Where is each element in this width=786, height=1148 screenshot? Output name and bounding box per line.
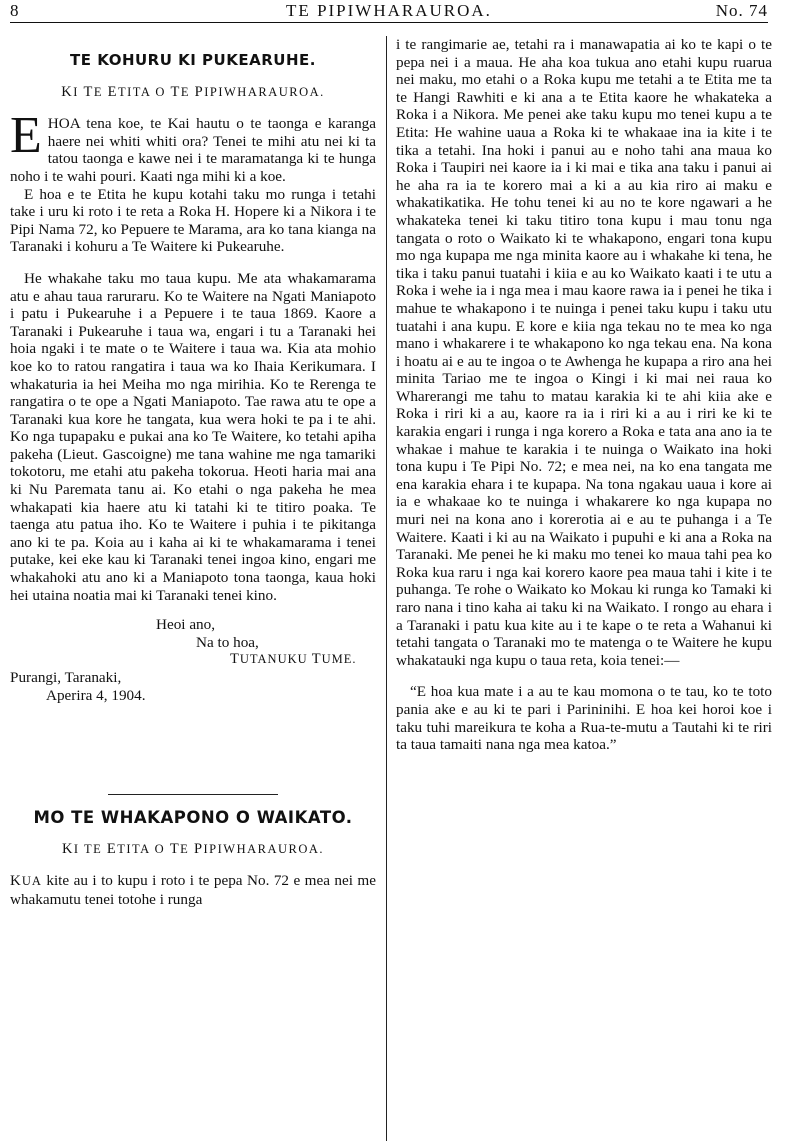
article1-signature [10,616,376,704]
article2-paragraph-1-start: KUA kite au i to kupu i roto i te pepa No. 72 e mea nei me whakamutu tenei totohe i runga [10,872,376,908]
article2-quote: “E hoa kua mate i a au te kau momona o te tau, ko te toto pania ake e au ki te pari i Parininihi. E hoa kei horoi koe i taku tuhi mareikura te koha a Rua-te-mutu a Tautahi ki te riri ta taua tamaiti nana nga mea katoa.” [396,683,772,754]
right-column [396,36,772,754]
author-name: TUTANUKU TUME. [230,651,357,668]
page-number: 8 [10,1,20,20]
place-line: Purangi, Taranaki, [10,669,122,686]
article2-subhead: KI TE ETITA O TE PIPIWHARAUROA. [61,840,325,857]
drop-cap: E [10,107,42,165]
page-header [10,0,768,23]
article2-headline: MO TE WHAKAPONO O WAIKATO. [33,808,353,828]
closing-line: Heoi ano, [156,616,216,634]
column-divider [386,36,387,1141]
article2-paragraph-1-continued: i te rangimarie ae, tetahi ra i manawapatia ai ko te kapi o te pepa nei i a maua. He aha koa tukua ano etahi kupu ruarua nei maku, mo etahi o a Roka kupu me tetahi a te Etita me ta te Hangi Rawhiti e ki ana a te Etita kaore he whakateka a Roka i a Nikora. Me penei ake taku kupu mo tenei kupu a te Etita: He wahine uaua a Roka ki te whakaae ina ia kite i te tika a tetahi. Ina hoki i panui au e noho tahi ana maua ko Roka i Taupiri nei kaore ia i ki mai e tika ana taku i panui ai he aha ra ia te korero mai a ki a au kia riro ai maku e whakatikatika. He tohu tenei ki au no te kore ngawari a he whakateka tenei ki taku titiro tona kupu i mau tonu nga tangata o roto o Waikato ki te whakapono, engari tona kupu mo nga kupapa me nga minita kaore au i whakahe ki tena, he tika i taku panui tuatahi i kiia e au ko Waikato kaati i te utu a Roka i wehe ia i nga mea i mau kaore rawa ia i penei he tika i mahue te whakapono i te nuinga i penei taku kupu i taku utu tuatahi i ana kupu. E kore e kiia nga tekau no te mea ko nga mano i whakarere i te whakapono ko nga tekau ena. Na kona i hoatu ai e au te ingoa o te Awhenga he kupapa a riro ana hei minita Tariao me te ingoa o Kingi i ki mai nei raua ko Wharerangi me tahu to matau karakia ki te ahi kiia ake e Roka i riri ki a au, kaore ra ia i riri ki a au i riri ke ki te karakia engari i runga i nga korero a Roka e tata ana ano ia te whakae i mahue te karakia i te nuinga o Waikato ina hoki tona kupu i Te Pipi No. 72; e mea nei, na ko ena tangata me ena karakia ehara i te kupapa. Na tona ngakau uaua i kore ai ia e whakaae ko te nuinga i whakarere ko nga kupapa no muri nei na kona ano i korerotia ai e au te puhanga i a Te Waitere. Kaati i ki au na Waikato i pupuhi e ki ana a Roka na Taranaki. Me penei he ki maku mo tenei ko maua tahi pea ko Roka kua raru i nga kai korero kaore pea maua tahi i kite i te puhanga. Te rohe o Waikato ko Mokau ki runga ko Tamaki ki raro nana i tino kaha ai taku ki na Waikato. I rongo au ehara i a Taranaki i patu kua kite au i te kape o te reta a Wahanui ki tetahi tangata o Taranaki mo te matenga o te Waitere he kupu whakatauki nga kupu o taua reta, koia tenei:— [396,36,772,669]
left-column [10,36,376,909]
newspaper-title: TE PIPIWHARAUROA. [286,1,492,20]
article1-paragraph-1: EHOA tena koe, te Kai hautu o te taonga e karanga haere nei whiti whiti ora? Tenei te mihi atu nei ki ta tatou taonga e kawe nei i te maramatanga ki te hunga noho i te wahi pouri. Kaati nga mihi ki a koe. [10,107,376,185]
closing-line-2: Na to hoa, [196,633,259,651]
article1-headline: TE KOHURU KI PUKEARUHE. [70,51,316,69]
article1-paragraph-3: He whakahe taku mo taua kupu. Me ata whakamarama atu e ahau taua raruraru. Ko te Waitere na Ngati Maniapoto i patu i Pukearuhe i a Pepuere i te taua 1869. Kaore a Taranaki i Pukearuhe i taua wa, engari i tu a Taranaki hei hoia ngaki i te mate o te Waitere i taua wa. Kia ata mohio koe ko to ratou rangatira i taua wa ko Ihaia Kerikumara. I whakaturia ia hei Meiha mo nga mirihia. Ko te Rerenga te rangatira o te ope a Ngati Maniapoto. Tae rawa atu te ope a Taranaki kua kore he tangata, kua wera hoki te pa i te ahi. Ko nga tupapaku e pukai ana ko Te Waitere, ko tetahi apiha pakeha (Lieut. Gascoigne) me tana wahine me nga tamariki tokotoru, me etahi atu pakeha tokorua. Heoti haria mai ana ki Nu Paremata tanu ai. Ko etahi o nga pakeha he mea whakapati kia haere atu ki tatahi ki te titiro poaka. Te taenga atu patua iho. Ko te Waitere i puhia i te pikitanga ano ki te pa. Koia au i kaha ai ki te whakamarama i tenei putake, kei eke kau ki Taranaki tenei ingoa kino, engari me whakahoki atu ano ki a Maniapoto tona taonga, kaua hoki hei utaina noatia mai ki Taranaki tenei kino. [10,269,376,604]
article1-paragraph-2: E hoa e te Etita he kupu kotahi taku mo runga i tetahi take i uru ki roto i te reta a Roka H. Hopere ki a Nikora i te Pipi Nama 72, ko Pepuere te Marama, ara ko tana kianga na Taranaki i kohuru a Te Waitere ki Pukearuhe. [10,185,376,256]
article-separator [108,794,278,795]
article1-subhead: KI TE ETITA O TE PIPIWHARAUROA. [61,83,325,100]
issue-number: No. 74 [715,1,768,20]
date-line: Aperira 4, 1904. [46,686,146,704]
